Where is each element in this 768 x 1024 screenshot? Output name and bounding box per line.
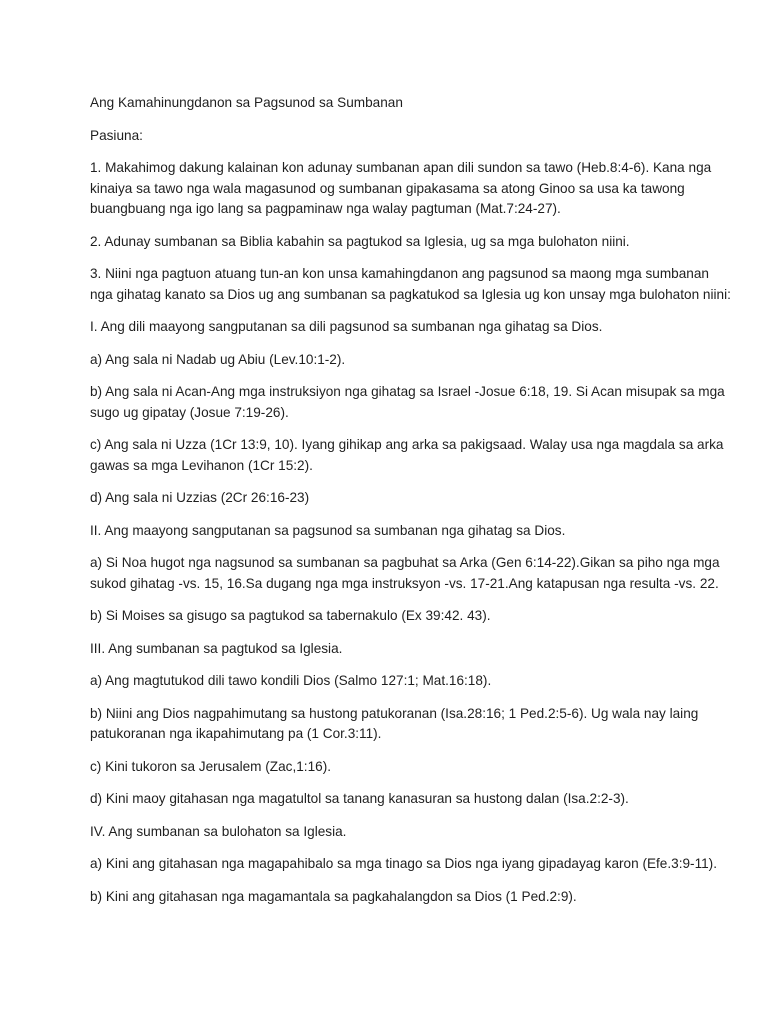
text-line: patukoranan nga ikapahimutang pa (1 Cor.3:11). xyxy=(90,726,382,741)
text-line: sukod gihatag -vs. 15, 16.Sa dugang nga mga instruksyon -vs. 17-21.Ang katapusan nga resulta -vs. 22. xyxy=(90,575,719,591)
paragraph xyxy=(90,704,699,745)
text-line: b) Kini ang gitahasan nga magamantala sa pagkahalangdon sa Dios (1 Ped.2:9). xyxy=(90,888,577,904)
paragraph xyxy=(90,789,690,810)
paragraph xyxy=(90,317,690,338)
text-line: a) Kini ang gitahasan nga magapahibalo sa mga tinago sa Dios nga iyang gipadayag karon (Efe.3:9-11). xyxy=(90,856,717,871)
text-line: d) Ang sala ni Uzzias (2Cr 26:16-23) xyxy=(90,490,310,505)
paragraph xyxy=(90,435,724,476)
text-line: 1. Makahimog dakung kalainan kon adunay sumbanan apan dili sundon sa tawo (Heb.8:4-6). Kana nga xyxy=(90,160,712,175)
text-line: buangbuang nga igo lang sa pagpaminaw nga walay pagtuman (Mat.7:24-27). xyxy=(90,201,561,216)
paragraph xyxy=(90,264,731,305)
paragraph xyxy=(90,606,690,627)
text-line: a) Si Noa hugot nga nagsunod sa sumbanan sa pagbuhat sa Arka (Gen 6:14-22).Gikan sa piho nga mga xyxy=(90,555,720,570)
paragraph xyxy=(90,382,725,423)
paragraph xyxy=(90,822,690,843)
paragraph xyxy=(90,350,690,371)
text-line: 3. Niini nga pagtuon atuang tun-an kon unsa kamahingdanon ang pagsunod sa maong mga sumbanan xyxy=(90,266,709,281)
text-line: a) Ang sala ni Nadab ug Abiu (Lev.10:1-2). xyxy=(90,351,346,367)
paragraph xyxy=(90,887,690,908)
paragraph xyxy=(90,639,690,660)
text-line: d) Kini maoy gitahasan nga magatultol sa tanang kanasuran sa hustong dalan (Isa.2:2-3). xyxy=(90,791,629,806)
text-line: b) Niini ang Dios nagpahimutang sa hustong patukoranan (Isa.28:16; 1 Ped.2:5-6). Ug wala nay laing xyxy=(90,705,699,721)
text-line: 2. Adunay sumbanan sa Biblia kabahin sa pagtukod sa Iglesia, ug sa mga bulohaton niini. xyxy=(90,233,630,249)
text-line: sugo ug gipatay (Josue 7:19-26). xyxy=(90,404,289,420)
text-line: gawas sa mga Levihanon (1Cr 15:2). xyxy=(90,457,313,473)
text-line: I. Ang dili maayong sangputanan sa dili pagsunod sa sumbanan nga gihatag sa Dios. xyxy=(90,319,603,334)
paragraph xyxy=(90,521,690,542)
paragraph xyxy=(90,158,712,220)
document-title xyxy=(90,93,690,114)
text-line: b) Ang sala ni Acan-Ang mga instruksiyon nga gihatag sa Israel -Josue 6:18, 19. Si Acan misupak sa mga xyxy=(90,384,725,399)
text-line: III. Ang sumbanan sa pagtukod sa Iglesia. xyxy=(90,640,343,656)
text-line: nga gihatag kanato sa Dios ug ang sumbanan sa pagkatukod sa Iglesia ug kon unsay mga bulohaton niini: xyxy=(90,286,731,302)
text-line: IV. Ang sumbanan sa bulohaton sa Iglesia. xyxy=(90,823,347,839)
text-line: a) Ang magtutukod dili tawo kondili Dios (Salmo 127:1; Mat.16:18). xyxy=(90,673,492,688)
paragraph-list xyxy=(90,126,731,908)
paragraph xyxy=(90,553,720,594)
text-line: Pasiuna: xyxy=(90,127,143,143)
text-line: c) Kini tukoron sa Jerusalem (Zac,1:16). xyxy=(90,758,332,774)
document-body xyxy=(90,93,731,919)
title-line: Ang Kamahinungdanon sa Pagsunod sa Sumbanan xyxy=(90,95,403,110)
text-line: II. Ang maayong sangputanan sa pagsunod sa sumbanan nga gihatag sa Dios. xyxy=(90,522,566,538)
text-line: c) Ang sala ni Uzza (1Cr 13:9, 10). Iyang gihikap ang arka sa pakigsaad. Walay usa nga magdala sa arka xyxy=(90,437,724,452)
paragraph xyxy=(90,232,690,253)
paragraph xyxy=(90,757,690,778)
text-line: kinaiya sa tawo nga wala magasunod og sumbanan gipakasama sa atong Ginoo sa usa ka tawong xyxy=(90,180,685,196)
paragraph xyxy=(90,671,690,692)
text-line: b) Si Moises sa gisugo sa pagtukod sa tabernakulo (Ex 39:42. 43). xyxy=(90,608,491,623)
paragraph xyxy=(90,854,717,875)
paragraph xyxy=(90,488,690,509)
paragraph xyxy=(90,126,690,147)
